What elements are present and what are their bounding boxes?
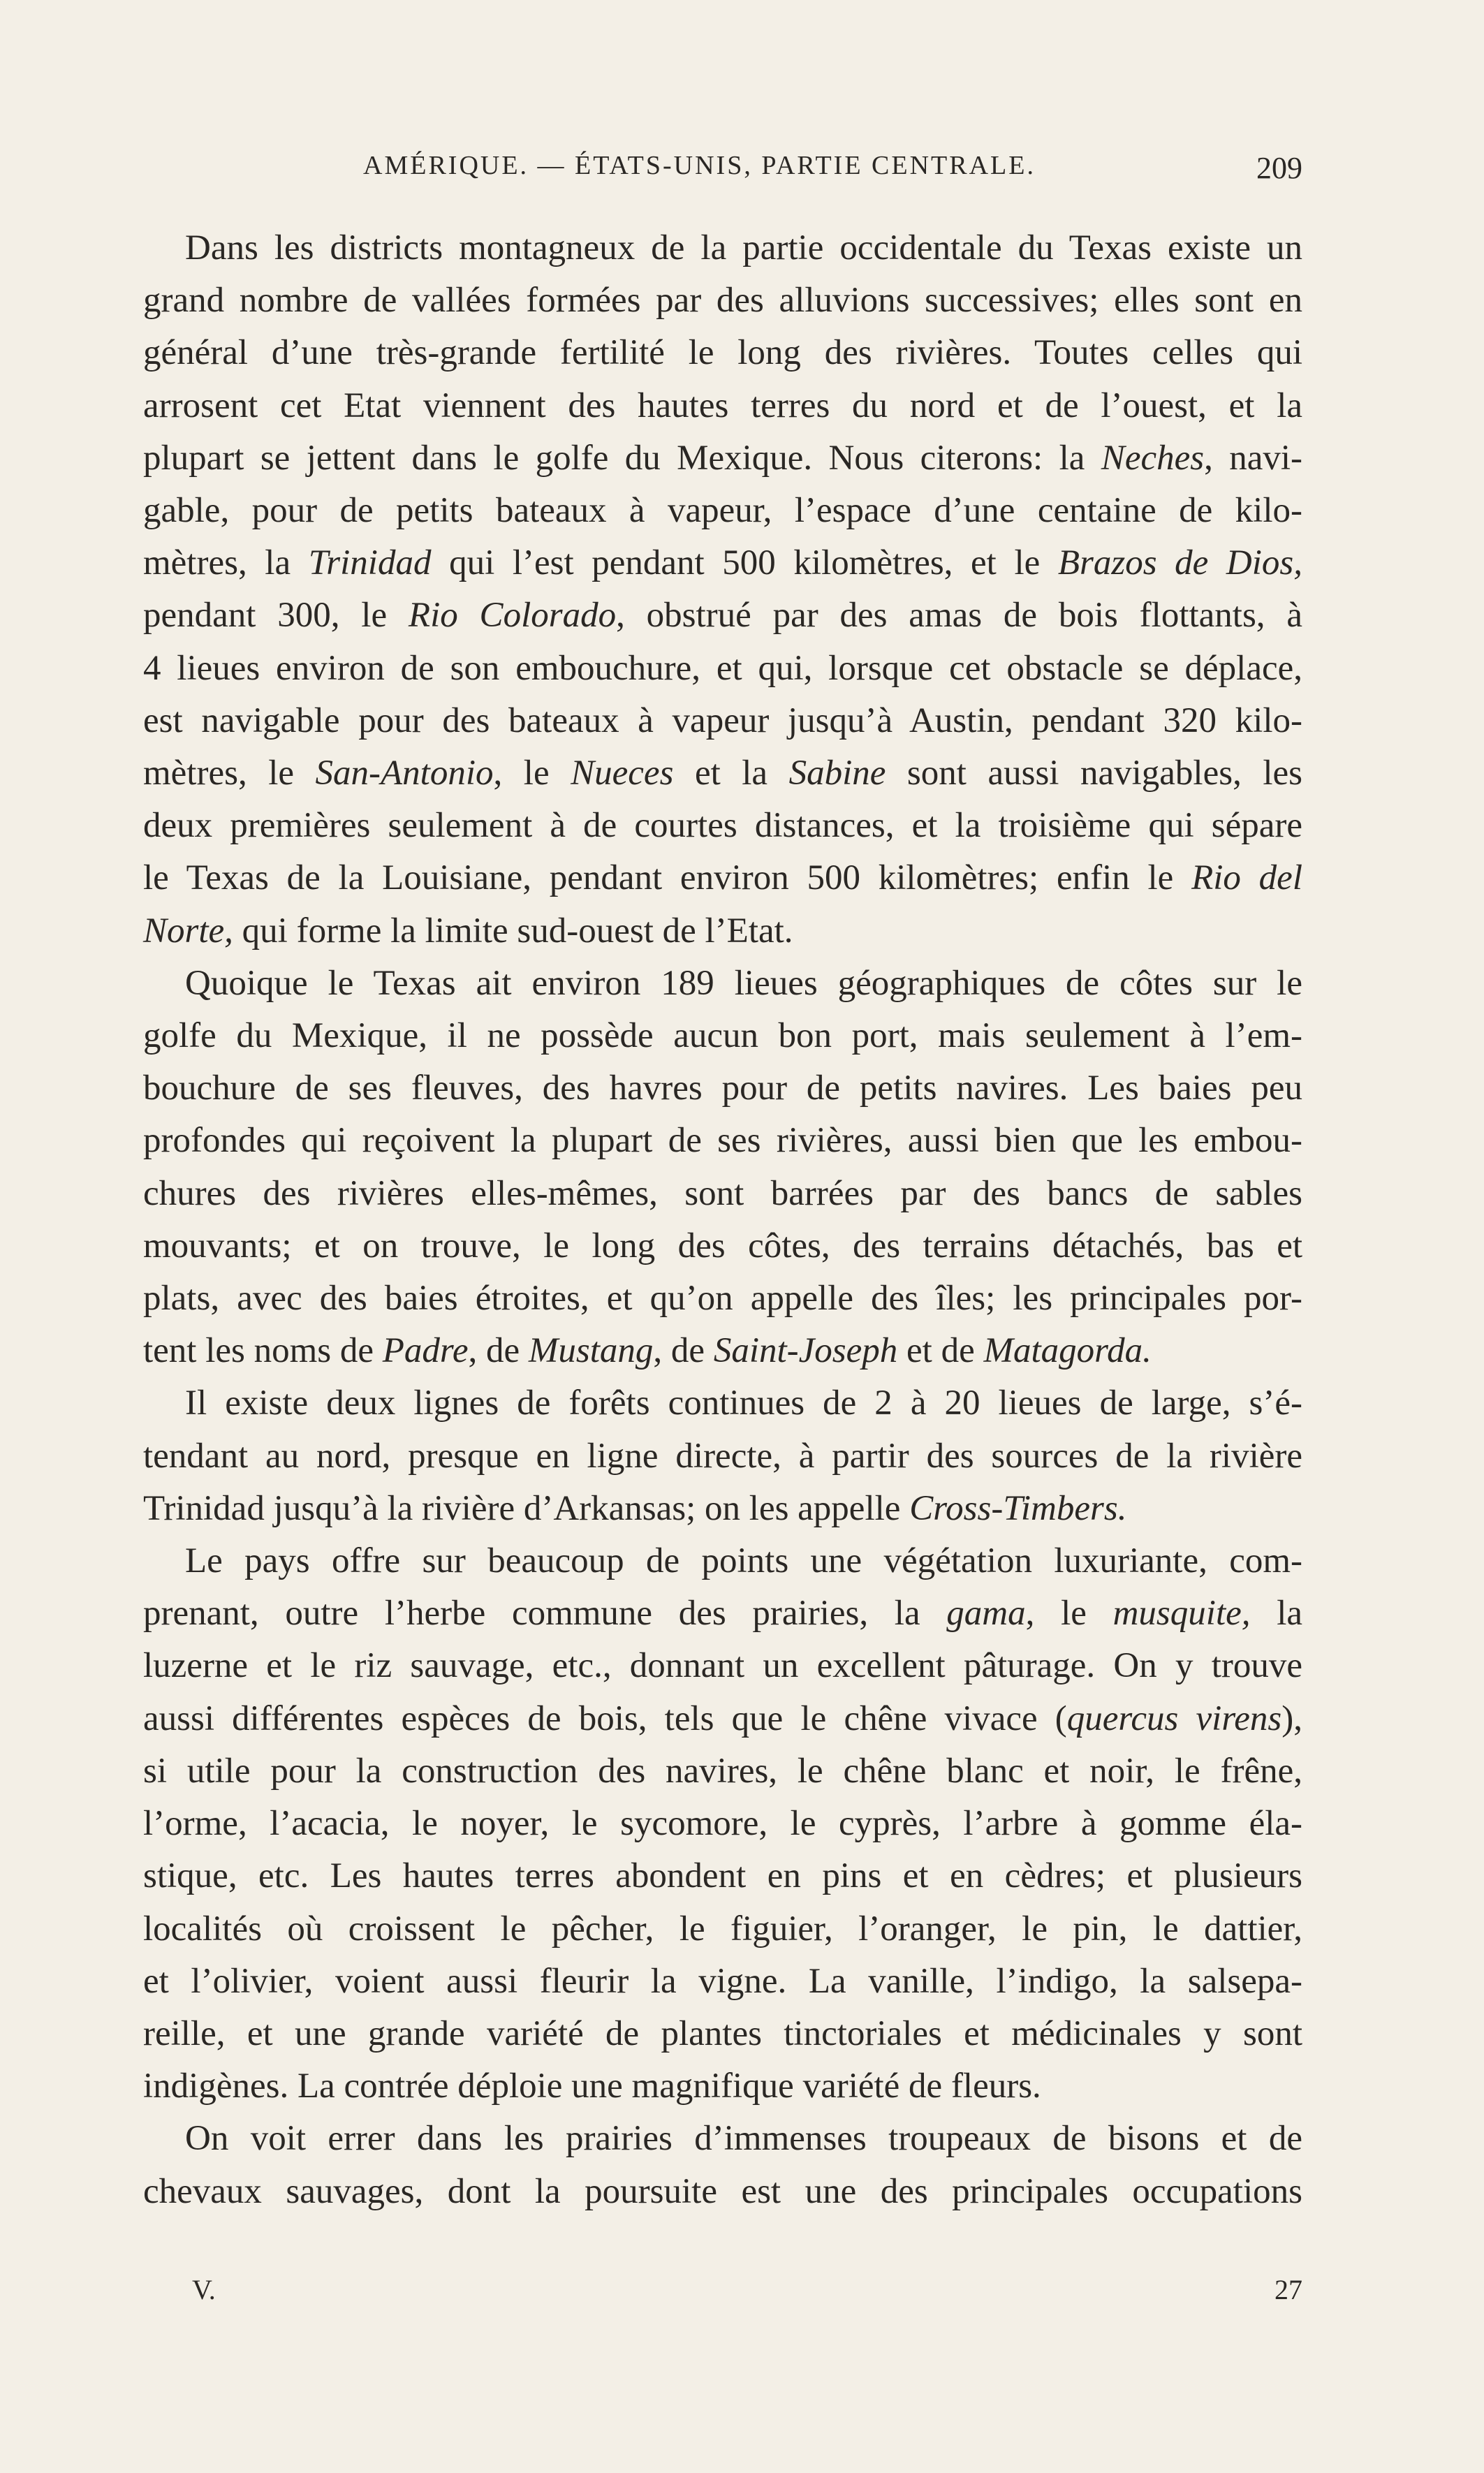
- text-run: deux premières seulement à de courtes distances, et la troisième qui sépare: [143, 806, 1302, 846]
- page-footer: [143, 2273, 1302, 2315]
- text-line: [143, 1955, 1302, 2008]
- text-run: qui l’est pendant 500 kilomètres, et le: [431, 543, 1058, 583]
- italic-term: Rio Colorado: [408, 596, 617, 636]
- text-line: [143, 1640, 1302, 1692]
- signature-mark: V.: [192, 2274, 216, 2305]
- text-line: [143, 327, 1302, 379]
- text-run: , obstrué par des amas de bois flottants, à: [616, 596, 1303, 636]
- text-line: [143, 274, 1302, 327]
- text-line: [143, 1535, 1302, 1587]
- text-run: et la: [673, 754, 789, 793]
- text-run: le Texas de la Louisiane, pendant environ 500 kilomètres; enfin le: [143, 858, 1192, 898]
- text-run: , de: [653, 1331, 714, 1371]
- text-line: [143, 1010, 1302, 1062]
- text-line: [143, 905, 1302, 957]
- text-run: chures des rivières elles-mêmes, sont barrées par des bancs de sables: [143, 1173, 1302, 1213]
- text-run: grand nombre de vallées formées par des alluvions successives; elles sont en: [143, 281, 1302, 321]
- italic-term: Rio del: [1191, 858, 1302, 898]
- text-run: aussi différentes espèces de bois, tels que le chêne vivace (: [143, 1698, 1067, 1738]
- text-line: [143, 485, 1302, 537]
- italic-term: Padre: [382, 1331, 469, 1371]
- text-run: si utile pour la construction des navires, le chêne blanc et noir, le frêne,: [143, 1751, 1302, 1791]
- text-run: sont aussi navigables, les: [886, 754, 1302, 793]
- text-run: et l’olivier, voient aussi fleurir la vigne. La vanille, l’indigo, la salsepa-: [143, 1961, 1302, 2001]
- text-run: prenant, outre l’herbe commune des prairies, la: [143, 1594, 947, 1634]
- text-run: indigènes. La contrée déploie une magnifique variété de fleurs.: [143, 2067, 1041, 2106]
- text-run: mouvants; et on trouve, le long des côtes, des terrains détachés, bas et: [143, 1226, 1302, 1265]
- italic-term: Matagorda.: [983, 1331, 1152, 1371]
- text-run: l’orme, l’acacia, le noyer, le sycomore, le cyprès, l’arbre à gomme éla-: [143, 1804, 1302, 1844]
- text-run: plupart se jettent dans le golfe du Mexique. Nous citerons: la: [143, 438, 1101, 478]
- italic-term: San-Antonio: [315, 754, 494, 793]
- italic-term: quercus virens: [1066, 1698, 1282, 1738]
- text-run: pendant 300, le: [143, 596, 409, 636]
- text-line: [143, 432, 1302, 485]
- italic-term: Saint-Joseph: [713, 1331, 898, 1371]
- text-run: tent les noms de: [143, 1331, 383, 1371]
- text-run: et de: [897, 1331, 984, 1371]
- text-run: gable, pour de petits bateaux à vapeur, l’espace d’une centaine de kilo-: [143, 491, 1302, 531]
- text-run: Trinidad jusqu’à la rivière d’Arkansas; on les appelle: [143, 1488, 910, 1528]
- text-run: reille, et une grande variété de plantes tinctoriales et médicinales y sont: [143, 2013, 1302, 2053]
- text-line: [143, 1377, 1302, 1430]
- text-line: [143, 695, 1302, 747]
- paragraph: [143, 1377, 1302, 1535]
- text-line: [143, 1062, 1302, 1115]
- text-run: 4 lieues environ de son embouchure, et qui, lorsque cet obstacle se déplace,: [143, 648, 1302, 688]
- text-line: [143, 852, 1302, 904]
- body-text: [143, 222, 1302, 2218]
- text-run: bouchure de ses fleuves, des havres pour de petits navires. Les baies peu: [143, 1069, 1302, 1108]
- page-number: 209: [1256, 151, 1302, 185]
- text-line: [143, 1325, 1302, 1377]
- paragraph: [143, 2113, 1302, 2217]
- text-run: arrosent cet Etat viennent des hautes terres du nord et de l’ouest, et la: [143, 386, 1302, 425]
- text-run: Il existe deux lignes de forêts continues de 2 à 20 lieues de large, s’é-: [185, 1384, 1302, 1423]
- text-run: , le: [493, 754, 571, 793]
- italic-term: Mustang: [528, 1331, 654, 1371]
- text-line: [143, 1587, 1302, 1640]
- text-run: chevaux sauvages, dont la poursuite est une des principales occupations: [143, 2171, 1302, 2211]
- italic-term: Neches: [1101, 438, 1205, 478]
- text-line: [143, 1220, 1302, 1272]
- running-head: AMÉRIQUE. — ÉTATS-UNIS, PARTIE CENTRALE.: [363, 151, 1036, 180]
- italic-term: Cross-Timbers.: [909, 1488, 1127, 1528]
- text-line: [143, 1168, 1302, 1220]
- text-line: [143, 1430, 1302, 1483]
- italic-term: musquite,: [1112, 1594, 1251, 1634]
- text-run: Dans les districts montagneux de la partie occidentale du Texas existe un: [185, 228, 1302, 267]
- text-line: [143, 2113, 1302, 2165]
- italic-term: Trinidad: [308, 543, 432, 583]
- text-line: [143, 1745, 1302, 1798]
- text-run: tendant au nord, presque en ligne directe, à partir des sources de la rivière: [143, 1436, 1302, 1476]
- italic-term: Norte,: [143, 911, 233, 951]
- text-run: , de: [468, 1331, 529, 1371]
- text-line: [143, 1115, 1302, 1167]
- text-line: [143, 643, 1302, 695]
- text-run: luzerne et le riz sauvage, etc., donnant un excellent pâturage. On y trouve: [143, 1646, 1302, 1686]
- italic-term: Nueces: [571, 754, 674, 793]
- text-line: [143, 957, 1302, 1010]
- text-line: [143, 1903, 1302, 1955]
- text-run: ),: [1281, 1698, 1302, 1738]
- text-line: [143, 2008, 1302, 2060]
- page-header: [154, 150, 1302, 192]
- text-run: Quoique le Texas ait environ 189 lieues géographiques de côtes sur le: [185, 963, 1302, 1003]
- text-line: [143, 800, 1302, 852]
- text-line: [143, 2166, 1302, 2218]
- italic-term: gama: [946, 1594, 1026, 1634]
- text-line: [143, 1483, 1302, 1535]
- sheet-number: 27: [1274, 2274, 1302, 2305]
- text-run: stique, etc. Les hautes terres abondent en pins et en cèdres; et plusieurs: [143, 1856, 1302, 1896]
- italic-term: Sabine: [788, 754, 886, 793]
- text-run: On voit errer dans les prairies d’immenses troupeaux de bisons et de: [185, 2119, 1302, 2159]
- text-line: [143, 222, 1302, 274]
- text-run: , le: [1025, 1594, 1113, 1634]
- italic-term: Brazos de Dios,: [1057, 543, 1303, 583]
- text-run: Le pays offre sur beaucoup de points une végétation luxuriante, com-: [185, 1541, 1302, 1581]
- text-line: [143, 747, 1302, 800]
- text-run: plats, avec des baies étroites, et qu’on appelle des îles; les principales por-: [143, 1279, 1302, 1319]
- text-line: [143, 1693, 1302, 1745]
- text-run: mètres, la: [143, 543, 309, 583]
- text-line: [143, 589, 1302, 642]
- text-line: [143, 1798, 1302, 1850]
- text-run: golfe du Mexique, il ne possède aucun bon port, mais seulement à l’em-: [143, 1016, 1302, 1056]
- text-line: [143, 537, 1302, 589]
- text-line: [143, 1850, 1302, 1902]
- paragraph: [143, 1535, 1302, 2113]
- paragraph: [143, 957, 1302, 1378]
- text-line: [143, 380, 1302, 432]
- text-run: profondes qui reçoivent la plupart de ses rivières, aussi bien que les embou-: [143, 1121, 1302, 1161]
- text-run: général d’une très-grande fertilité le long des rivières. Toutes celles qui: [143, 333, 1302, 373]
- text-line: [143, 1272, 1302, 1325]
- paragraph: [143, 222, 1302, 957]
- text-run: qui forme la limite sud-ouest de l’Etat.: [233, 911, 793, 951]
- text-run: , navi-: [1204, 438, 1302, 478]
- text-run: est navigable pour des bateaux à vapeur jusqu’à Austin, pendant 320 kilo-: [143, 700, 1302, 740]
- text-run: la: [1250, 1594, 1302, 1634]
- text-line: [143, 2060, 1302, 2113]
- text-run: mètres, le: [143, 754, 316, 793]
- text-run: localités où croissent le pêcher, le figuier, l’oranger, le pin, le dattier,: [143, 1909, 1302, 1949]
